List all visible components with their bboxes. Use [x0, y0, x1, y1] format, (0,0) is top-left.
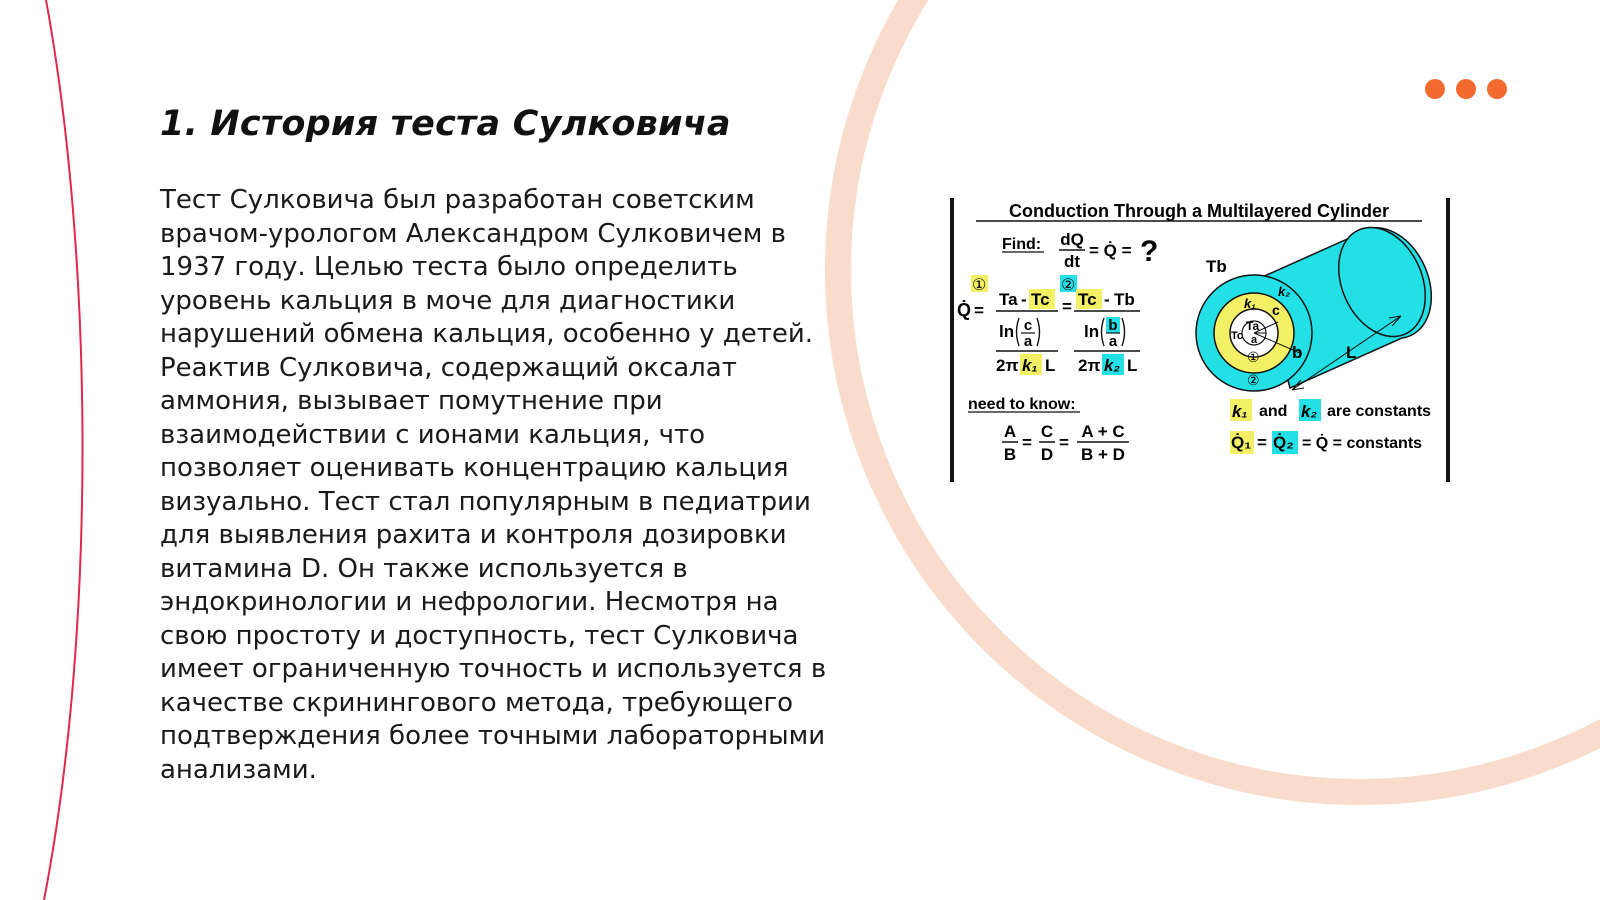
fraction2-minus: - — [1104, 290, 1110, 309]
fraction1-paren-left — [1017, 318, 1020, 346]
slide-body-text: Тест Сулковича был разработан советским врачом-урологом Александром Сулковичем в 1937 году. Целью теста было определить уровень кальция в моче для диагностики нарушений обмена кальция, особенно у детей. Реактив Сулковича, содержащий оксалат аммония, вызывает помутнение при взаимодействии с ионами кальция, что позволяет оценивать концентрацию кальция визуально. Тест стал популярным в педиатрии для выявления рахита и контроля дозировки витамина D. Он также используется в эндокринологии и нефрологии. Несмотря на свою простоту и доступность, тест Сулковича имеет ограниченную точность и используется в качестве скринингового метода, требующего подтверждения более точными лабораторными анализами. — [160, 185, 827, 785]
prop-d: D — [1040, 445, 1054, 464]
fraction2-paren-left — [1102, 318, 1105, 346]
outer-tb-label: Tb — [1206, 257, 1227, 276]
prop-c: C — [1040, 422, 1054, 441]
find-numerator: dQ — [1060, 230, 1084, 249]
find-label: Find: — [1002, 236, 1042, 253]
note-are-constants: are constants — [1327, 403, 1432, 420]
fraction2-paren-right — [1122, 318, 1125, 346]
prop-eq-1: = — [1022, 433, 1032, 452]
question-mark: ? — [1140, 235, 1159, 268]
prop-apc: A + C — [1081, 422, 1125, 441]
fraction1-k1: k₁ — [1022, 356, 1038, 375]
fraction1-inner-num: c — [1023, 317, 1033, 334]
equals-1: = — [974, 301, 984, 320]
core-a-label: a — [1251, 334, 1258, 346]
fraction2-tb: Tb — [1114, 290, 1135, 309]
find-denominator: dt — [1063, 252, 1081, 271]
outer-k2-label: k₂ — [1278, 284, 1291, 299]
note-k1: k₁ — [1232, 402, 1248, 421]
prop-eq-2: = — [1059, 433, 1069, 452]
fraction1-inner-den: a — [1023, 333, 1033, 350]
fraction2-2pi: 2π — [1078, 356, 1101, 375]
note-eq-qdot-constants: = Q̇ = constants — [1302, 435, 1423, 452]
left-edge-curve — [44, 0, 83, 900]
note-q1: Q̇₁ — [1231, 433, 1252, 452]
prop-bpd: B + D — [1081, 445, 1125, 464]
fraction1-paren-right — [1037, 318, 1040, 346]
fraction2-k2: k₂ — [1104, 356, 1120, 375]
length-l-label: L — [1346, 343, 1357, 362]
need-to-know-label: need to know: — [968, 396, 1076, 413]
core-ta-label: Ta — [1246, 319, 1260, 333]
dot — [1456, 79, 1476, 99]
fraction1-l: L — [1045, 356, 1056, 375]
fraction1-2pi: 2π — [996, 356, 1019, 375]
radius-b-label: b — [1292, 343, 1303, 362]
circle2-label: ② — [1061, 277, 1076, 294]
cylinder-circ1: ① — [1247, 349, 1260, 365]
find-rest: = Q̇ = — [1089, 241, 1132, 260]
cylinder-circ2: ② — [1247, 372, 1260, 388]
fraction2-ln: ln — [1084, 322, 1100, 341]
fraction1-minus: - — [1021, 290, 1027, 309]
dot — [1425, 79, 1445, 99]
menu-dots-icon[interactable] — [1425, 79, 1507, 99]
fraction1-tc: Tc — [1031, 290, 1050, 309]
note-and: and — [1259, 403, 1288, 420]
note-q2: Q̇₂ — [1273, 433, 1294, 452]
inner-k1-label: k₁ — [1244, 296, 1256, 311]
note-eq: = — [1257, 433, 1267, 452]
radius-c-label: c — [1272, 302, 1280, 318]
qdot-label: Q̇ — [957, 300, 972, 320]
circle1-label: ① — [972, 277, 987, 294]
fraction1-ta: Ta — [999, 290, 1018, 309]
fraction2-l: L — [1127, 356, 1138, 375]
fraction2-inner-den: a — [1108, 333, 1118, 350]
fraction1-ln: ln — [999, 322, 1015, 341]
slide-title: 1. История теста Сулковича — [160, 104, 731, 144]
dot — [1487, 79, 1507, 99]
diagram-title: Conduction Through a Multilayered Cylinder — [1008, 201, 1390, 221]
prop-a: A — [1003, 422, 1017, 441]
note-k2: k₂ — [1301, 402, 1317, 421]
equals-2: = — [1062, 297, 1072, 316]
cylinder-conduction-diagram — [950, 198, 1450, 482]
fraction2-tc: Tc — [1078, 290, 1097, 309]
inner-tc-label: Tc — [1231, 330, 1244, 342]
prop-b: B — [1003, 445, 1017, 464]
fraction2-inner-num: b — [1108, 317, 1118, 334]
